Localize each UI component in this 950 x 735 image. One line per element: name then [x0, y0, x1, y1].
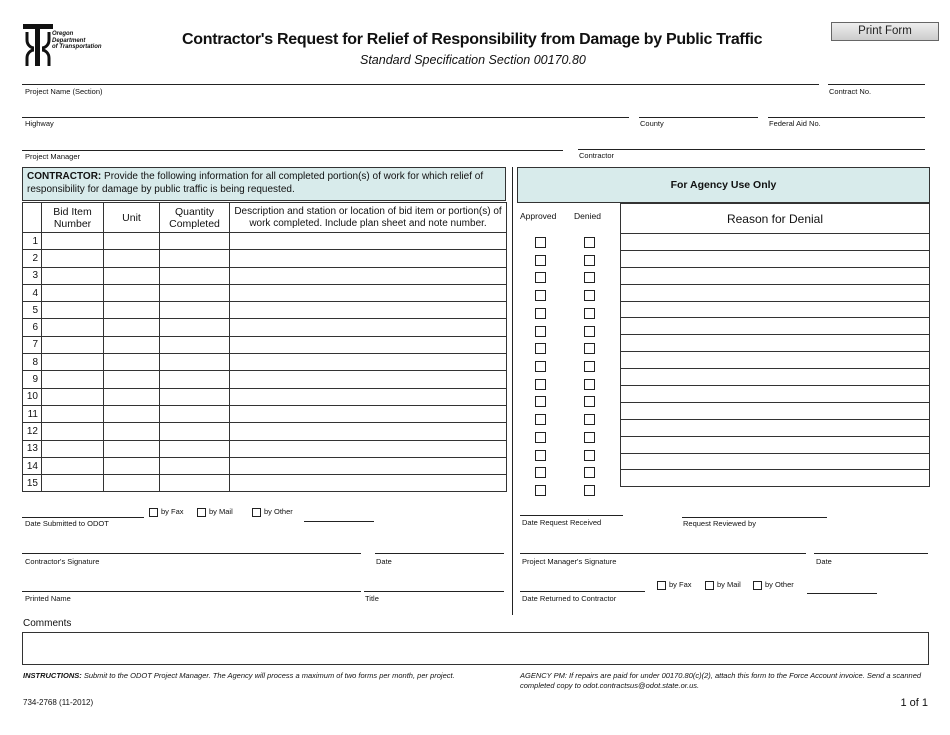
row-number: 11: [23, 405, 42, 422]
unit-cell[interactable]: [104, 354, 160, 371]
reason-cell[interactable]: [621, 386, 930, 403]
bid-item-cell[interactable]: [42, 354, 104, 371]
denied-checkbox[interactable]: [584, 414, 595, 425]
reason-cell[interactable]: [621, 301, 930, 318]
highway-label: Highway: [25, 119, 54, 128]
quantity-cell[interactable]: [160, 388, 230, 405]
contractor-label-bold: CONTRACTOR:: [27, 171, 102, 182]
description-cell[interactable]: [230, 371, 507, 388]
table-row: [23, 354, 507, 371]
printed-name-field[interactable]: [22, 576, 361, 591]
unit-cell[interactable]: [104, 284, 160, 301]
bid-item-cell[interactable]: [42, 302, 104, 319]
left-by-mail-label: by Mail: [209, 507, 233, 516]
quantity-cell[interactable]: [160, 233, 230, 250]
project-manager-field[interactable]: [22, 136, 563, 150]
row-number: 14: [23, 457, 42, 474]
denied-checkbox[interactable]: [584, 432, 595, 443]
quantity-cell[interactable]: [160, 284, 230, 301]
right-by-mail-checkbox[interactable]: [705, 581, 714, 590]
quantity-cell[interactable]: [160, 354, 230, 371]
left-by-fax-checkbox[interactable]: [149, 508, 158, 517]
left-by-fax-label: by Fax: [161, 507, 184, 516]
county-label: County: [640, 119, 664, 128]
contract-no-label: Contract No.: [829, 87, 872, 96]
reason-row: [621, 436, 930, 453]
right-by-fax-label: by Fax: [669, 580, 692, 589]
title-label: Title: [365, 594, 379, 603]
table-row: [23, 440, 507, 457]
quantity-cell[interactable]: [160, 457, 230, 474]
row-number: 4: [23, 284, 42, 301]
approved-checkbox[interactable]: [535, 467, 546, 478]
reason-row: [621, 234, 930, 251]
project-manager-label: Project Manager: [25, 152, 81, 161]
denied-checkbox[interactable]: [584, 450, 595, 461]
form-number: 734-2768 (11-2012): [23, 698, 94, 707]
description-cell[interactable]: [230, 440, 507, 457]
approved-checkbox[interactable]: [535, 255, 546, 266]
reason-cell[interactable]: [621, 267, 930, 284]
reason-row: [621, 301, 930, 318]
federal-aid-field[interactable]: [768, 103, 925, 117]
row-number: 7: [23, 336, 42, 353]
denied-checkbox[interactable]: [584, 272, 595, 283]
right-by-other-checkbox[interactable]: [753, 581, 762, 590]
row-number: 5: [23, 302, 42, 319]
table-row: [23, 405, 507, 422]
date-request-received-label: Date Request Received: [522, 518, 602, 527]
row-number: 10: [23, 388, 42, 405]
contractor-signature-field[interactable]: [22, 538, 361, 553]
reason-cell[interactable]: [621, 402, 930, 419]
quantity-cell[interactable]: [160, 371, 230, 388]
table-row: [23, 475, 507, 492]
right-by-other-label: by Other: [765, 580, 794, 589]
row-number: 9: [23, 371, 42, 388]
right-by-fax-checkbox[interactable]: [657, 581, 666, 590]
description-cell[interactable]: [230, 250, 507, 267]
agency-pm-line1: AGENCY PM: If repairs are paid for under 00170.80(c)(2), attach this form to the Force Account invoice. Send a scanned: [520, 671, 922, 680]
bid-item-cell[interactable]: [42, 284, 104, 301]
bid-item-cell[interactable]: [42, 457, 104, 474]
odot-logo: [22, 22, 54, 68]
reason-row: [621, 453, 930, 470]
quantity-cell[interactable]: [160, 423, 230, 440]
reason-cell[interactable]: [621, 335, 930, 352]
reason-cell[interactable]: [621, 436, 930, 453]
row-number: 6: [23, 319, 42, 336]
approved-checkbox[interactable]: [535, 450, 546, 461]
reason-row: [621, 419, 930, 436]
bid-items-table: [22, 202, 507, 492]
unit-cell[interactable]: [104, 457, 160, 474]
denied-checkbox[interactable]: [584, 485, 595, 496]
project-name-label: Project Name (Section): [25, 87, 103, 96]
table-row: [23, 319, 507, 336]
row-number: 3: [23, 267, 42, 284]
description-cell[interactable]: [230, 475, 507, 492]
reason-row: [621, 335, 930, 352]
approved-checkbox[interactable]: [535, 326, 546, 337]
form-title: Contractor's Request for Relief of Responsibility from Damage by Public Traffic: [182, 31, 763, 48]
approved-checkbox[interactable]: [535, 290, 546, 301]
description-cell[interactable]: [230, 319, 507, 336]
date-submitted-label: Date Submitted to ODOT: [25, 519, 109, 528]
bid-item-cell[interactable]: [42, 405, 104, 422]
quantity-cell[interactable]: [160, 302, 230, 319]
unit-cell[interactable]: [104, 267, 160, 284]
bid-item-cell[interactable]: [42, 319, 104, 336]
denied-checkbox[interactable]: [584, 361, 595, 372]
date-returned-label: Date Returned to Contractor: [522, 594, 617, 603]
table-row: [23, 233, 507, 250]
denied-checkbox[interactable]: [584, 396, 595, 407]
denied-checkbox[interactable]: [584, 255, 595, 266]
row-number: 12: [23, 423, 42, 440]
approved-checkbox[interactable]: [535, 237, 546, 248]
bid-item-cell[interactable]: [42, 233, 104, 250]
quantity-cell[interactable]: [160, 475, 230, 492]
bid-item-cell[interactable]: [42, 388, 104, 405]
instructions-text: Submit to the ODOT Project Manager. The Agency will process a maximum of two forms per month, per project.: [81, 671, 455, 680]
contractor-label-text: Provide the following information for all completed portion(s) of work for which relief of responsibility for damage by public traffic is being requested.: [27, 171, 484, 195]
approved-checkbox[interactable]: [535, 379, 546, 390]
bid-item-cell[interactable]: [42, 336, 104, 353]
denied-checkbox[interactable]: [584, 290, 595, 301]
reason-row: [621, 402, 930, 419]
reason-header: Reason for Denial: [621, 204, 930, 234]
row-number: 13: [23, 440, 42, 457]
reason-cell[interactable]: [621, 369, 930, 386]
reason-row: [621, 386, 930, 403]
bid-item-cell[interactable]: [42, 250, 104, 267]
unit-cell[interactable]: [104, 336, 160, 353]
reason-row: [621, 369, 930, 386]
denied-checkbox[interactable]: [584, 343, 595, 354]
right-date-label: Date: [816, 557, 832, 566]
description-cell[interactable]: [230, 233, 507, 250]
approved-checkbox[interactable]: [535, 272, 546, 283]
quantity-cell[interactable]: [160, 440, 230, 457]
reason-row: [621, 318, 930, 335]
row-number: 1: [23, 233, 42, 250]
description-cell[interactable]: [230, 336, 507, 353]
right-by-mail-label: by Mail: [717, 580, 741, 589]
print-form-button[interactable]: Print Form: [831, 22, 939, 41]
denied-header: Denied: [574, 211, 601, 221]
page-number: 1 of 1: [900, 697, 928, 709]
approved-checkbox[interactable]: [535, 308, 546, 319]
row-number: 2: [23, 250, 42, 267]
left-by-other-checkbox[interactable]: [252, 508, 261, 517]
bid-item-cell[interactable]: [42, 475, 104, 492]
table-row: [23, 388, 507, 405]
unit-cell[interactable]: [104, 423, 160, 440]
contractor-field[interactable]: [578, 135, 925, 149]
request-reviewed-by-label: Request Reviewed by: [683, 519, 756, 528]
reason-cell[interactable]: [621, 419, 930, 436]
comments-label: Comments: [23, 618, 72, 629]
contractor-instructions: [22, 167, 506, 201]
reason-cell[interactable]: [621, 234, 930, 251]
reason-cell[interactable]: [621, 250, 930, 267]
unit-cell[interactable]: [104, 388, 160, 405]
col-description: Description and station or location of bid item or portion(s) of work completed. Include plan sheet and note number.: [230, 203, 507, 233]
instructions: [23, 671, 455, 681]
left-by-other-label: by Other: [264, 507, 293, 516]
description-cell[interactable]: [230, 388, 507, 405]
quantity-cell[interactable]: [160, 319, 230, 336]
bid-item-cell[interactable]: [42, 423, 104, 440]
table-row: [23, 302, 507, 319]
description-cell[interactable]: [230, 267, 507, 284]
description-cell[interactable]: [230, 284, 507, 301]
county-field[interactable]: [639, 103, 758, 117]
bid-item-cell[interactable]: [42, 371, 104, 388]
col-unit: Unit: [104, 203, 160, 233]
contractor-signature-label: Contractor's Signature: [25, 557, 100, 566]
title-field[interactable]: [364, 576, 504, 591]
description-cell[interactable]: [230, 405, 507, 422]
description-cell[interactable]: [230, 354, 507, 371]
denied-checkbox[interactable]: [584, 379, 595, 390]
agency-caption: Oregon Department of Transportation: [52, 31, 102, 50]
left-by-mail-checkbox[interactable]: [197, 508, 206, 517]
table-row: [23, 457, 507, 474]
reason-cell[interactable]: [621, 284, 930, 301]
unit-cell[interactable]: [104, 475, 160, 492]
unit-cell[interactable]: [104, 319, 160, 336]
reason-cell[interactable]: [621, 318, 930, 335]
reason-cell[interactable]: [621, 453, 930, 470]
bid-item-cell[interactable]: [42, 440, 104, 457]
pm-signature-label: Project Manager's Signature: [522, 557, 617, 566]
quantity-cell[interactable]: [160, 405, 230, 422]
unit-cell[interactable]: [104, 371, 160, 388]
denied-checkbox[interactable]: [584, 237, 595, 248]
unit-cell[interactable]: [104, 440, 160, 457]
bid-item-cell[interactable]: [42, 267, 104, 284]
denied-checkbox[interactable]: [584, 308, 595, 319]
contract-no-field[interactable]: [828, 70, 925, 84]
project-name-field[interactable]: [22, 70, 819, 84]
denied-checkbox[interactable]: [584, 326, 595, 337]
reason-row: [621, 250, 930, 267]
reason-cell[interactable]: [621, 470, 930, 487]
approved-header: Approved: [520, 211, 557, 221]
reason-row: [621, 470, 930, 487]
approved-checkbox[interactable]: [535, 343, 546, 354]
reason-row: [621, 267, 930, 284]
pm-signature-field[interactable]: [520, 538, 806, 553]
reason-row: [621, 284, 930, 301]
row-number: 8: [23, 354, 42, 371]
agency-pm-line2: completed copy to odot.contractsus@odot.state.or.us.: [520, 681, 700, 690]
description-cell[interactable]: [230, 423, 507, 440]
unit-cell[interactable]: [104, 405, 160, 422]
quantity-cell[interactable]: [160, 250, 230, 267]
contractor-label: Contractor: [579, 151, 615, 160]
unit-cell[interactable]: [104, 250, 160, 267]
table-row: [23, 267, 507, 284]
description-cell[interactable]: [230, 302, 507, 319]
table-row: [23, 250, 507, 267]
reason-row: [621, 352, 930, 369]
table-row: [23, 336, 507, 353]
col-quantity: Quantity Completed: [160, 203, 230, 233]
printed-name-label: Printed Name: [25, 594, 71, 603]
description-cell[interactable]: [230, 457, 507, 474]
approved-checkbox[interactable]: [535, 485, 546, 496]
table-row: [23, 423, 507, 440]
approved-checkbox[interactable]: [535, 361, 546, 372]
form-subtitle: Standard Specification Section 00170.80: [360, 53, 586, 67]
federal-aid-label: Federal Aid No.: [769, 119, 821, 128]
quantity-cell[interactable]: [160, 336, 230, 353]
comments-field[interactable]: [22, 632, 929, 665]
table-row: [23, 284, 507, 301]
table-row: [23, 371, 507, 388]
unit-cell[interactable]: [104, 302, 160, 319]
right-date-field[interactable]: [814, 538, 928, 553]
left-date-label: Date: [376, 557, 392, 566]
col-bid-item: Bid Item Number: [42, 203, 104, 233]
highway-field[interactable]: [22, 103, 629, 117]
reason-cell[interactable]: [621, 352, 930, 369]
agency-pm-note: [520, 671, 921, 691]
denied-checkbox[interactable]: [584, 467, 595, 478]
agency-use-header: For Agency Use Only: [517, 167, 930, 203]
approved-checkbox[interactable]: [535, 414, 546, 425]
row-number: 15: [23, 475, 42, 492]
quantity-cell[interactable]: [160, 267, 230, 284]
approved-checkbox[interactable]: [535, 396, 546, 407]
instructions-label: INSTRUCTIONS:: [23, 671, 82, 680]
approved-checkbox[interactable]: [535, 432, 546, 443]
left-date-field[interactable]: [375, 538, 504, 553]
denial-reasons-table: [620, 203, 930, 487]
unit-cell[interactable]: [104, 233, 160, 250]
